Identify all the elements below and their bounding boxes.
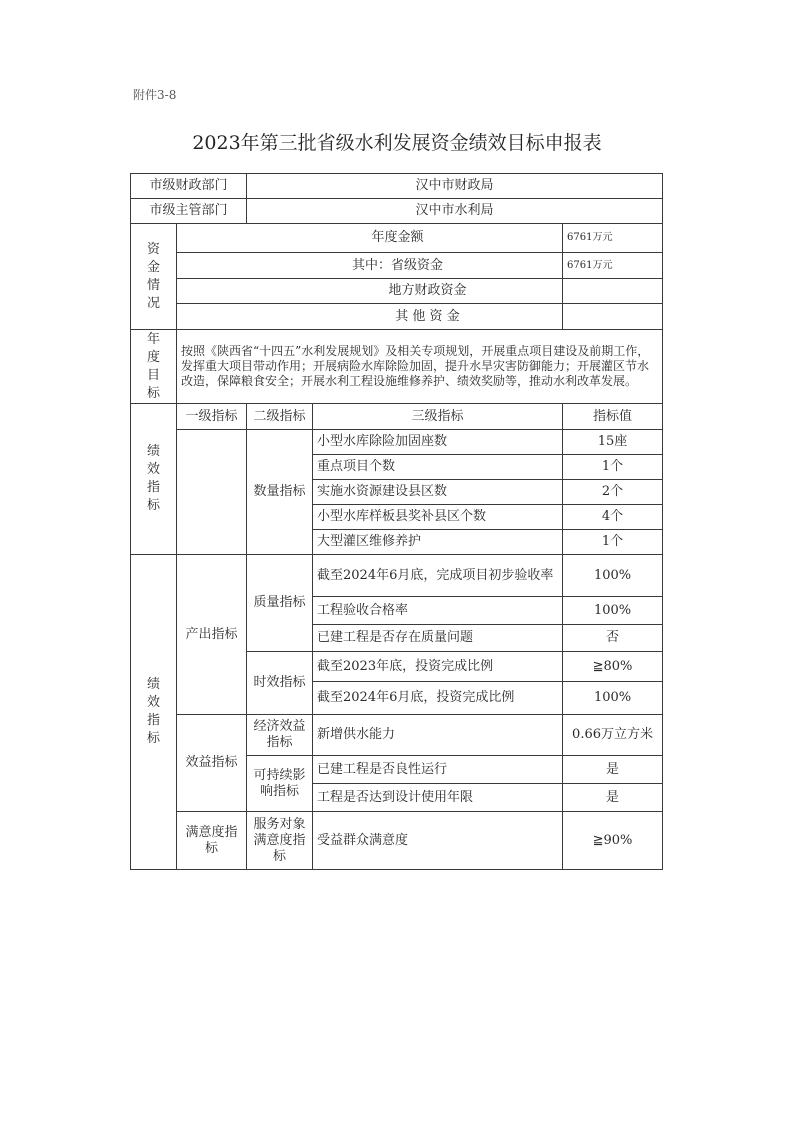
funds-other-row [131,304,663,330]
annual-goal-row [131,330,663,404]
indicator-name: 截至2024年6月底，投资完成比例 [313,682,563,715]
col-level2-header: 二级指标 [247,404,313,430]
attachment-label: 附件3-8 [133,88,177,102]
indicator-value: 否 [563,625,663,652]
local-funds-label: 地方财政资金 [177,279,563,304]
sustainable-indicator-label: 可持续影响指标 [247,756,313,812]
table-row [131,430,663,455]
annual-amount-value: 6761万元 [563,224,663,253]
indicator-section-label-bottom: 绩效指标 [131,555,177,870]
funds-provincial-row [131,253,663,279]
indicator-value: 100% [563,555,663,597]
service-satisfaction-label: 服务对象满意度指标 [247,812,313,870]
indicator-value: 100% [563,597,663,625]
benefit-indicator-label: 效益指标 [177,715,247,812]
finance-dept-value: 汉中市财政局 [247,174,663,199]
funds-local-row [131,279,663,304]
table-row [131,812,663,870]
performance-table [130,173,663,870]
finance-dept-label: 市级财政部门 [131,174,247,199]
provincial-funds-label: 其中：省级资金 [177,253,563,279]
competent-dept-row [131,199,663,224]
level1-blank-cell [177,430,247,555]
other-funds-value [563,304,663,330]
indicator-name: 新增供水能力 [313,715,563,756]
competent-dept-value: 汉中市水利局 [247,199,663,224]
indicator-value: 1个 [563,530,663,555]
page-title: 2023年第三批省级水利发展资金绩效目标申报表 [192,132,602,154]
indicator-value: 0.66万立方米 [563,715,663,756]
quality-indicator-label: 质量指标 [247,555,313,652]
indicator-name: 已建工程是否良性运行 [313,756,563,784]
indicator-name: 截至2023年底，投资完成比例 [313,652,563,682]
satisfaction-indicator-label: 满意度指标 [177,812,247,870]
indicator-name: 小型水库除险加固座数 [313,430,563,455]
timeliness-indicator-label: 时效指标 [247,652,313,715]
indicator-value: 1个 [563,455,663,480]
annual-amount-label: 年度金额 [177,224,563,253]
indicator-name: 大型灌区维修养护 [313,530,563,555]
indicator-value: 4个 [563,505,663,530]
indicator-name: 已建工程是否存在质量问题 [313,625,563,652]
annual-goal-label: 年度目标 [131,330,177,404]
quantity-indicator-label: 数量指标 [247,430,313,555]
indicator-value: 是 [563,756,663,784]
indicator-section-label-top: 绩效指标 [131,404,177,555]
indicator-name: 小型水库样板县奖补县区个数 [313,505,563,530]
indicator-value: 2个 [563,480,663,505]
output-indicator-label: 产出指标 [177,555,247,715]
indicator-name: 实施水资源建设县区数 [313,480,563,505]
table-row [131,555,663,597]
indicator-name: 工程是否达到设计使用年限 [313,784,563,812]
indicator-name: 工程验收合格率 [313,597,563,625]
indicator-header-row [131,404,663,430]
indicator-value: 是 [563,784,663,812]
indicator-value: 15座 [563,430,663,455]
col-level3-header: 三级指标 [313,404,563,430]
funds-annual-row [131,224,663,253]
indicator-value: ≧90% [563,812,663,870]
annual-goal-text: 按照《陕西省“十四五”水利发展规划》及相关专项规划，开展重点项目建设及前期工作，发挥重大项目带动作用；开展病险水库除险加固，提升水旱灾害防御能力；开展灌区节水改造，保障粮食安全；开展水利工程设施维修养护、绩效奖励等，推动水利改革发展。 [177,330,663,404]
indicator-name: 截至2024年6月底，完成项目初步验收率 [313,555,563,597]
col-value-header: 指标值 [563,404,663,430]
table-row [131,715,663,756]
indicator-name: 受益群众满意度 [313,812,563,870]
indicator-value: ≧80% [563,652,663,682]
funds-section-label: 资金情况 [131,224,177,330]
local-funds-value [563,279,663,304]
indicator-name: 重点项目个数 [313,455,563,480]
economic-indicator-label: 经济效益指标 [247,715,313,756]
finance-dept-row [131,174,663,199]
indicator-value: 100% [563,682,663,715]
other-funds-label: 其 他 资 金 [177,304,563,330]
col-level1-header: 一级指标 [177,404,247,430]
provincial-funds-value: 6761万元 [563,253,663,279]
competent-dept-label: 市级主管部门 [131,199,247,224]
